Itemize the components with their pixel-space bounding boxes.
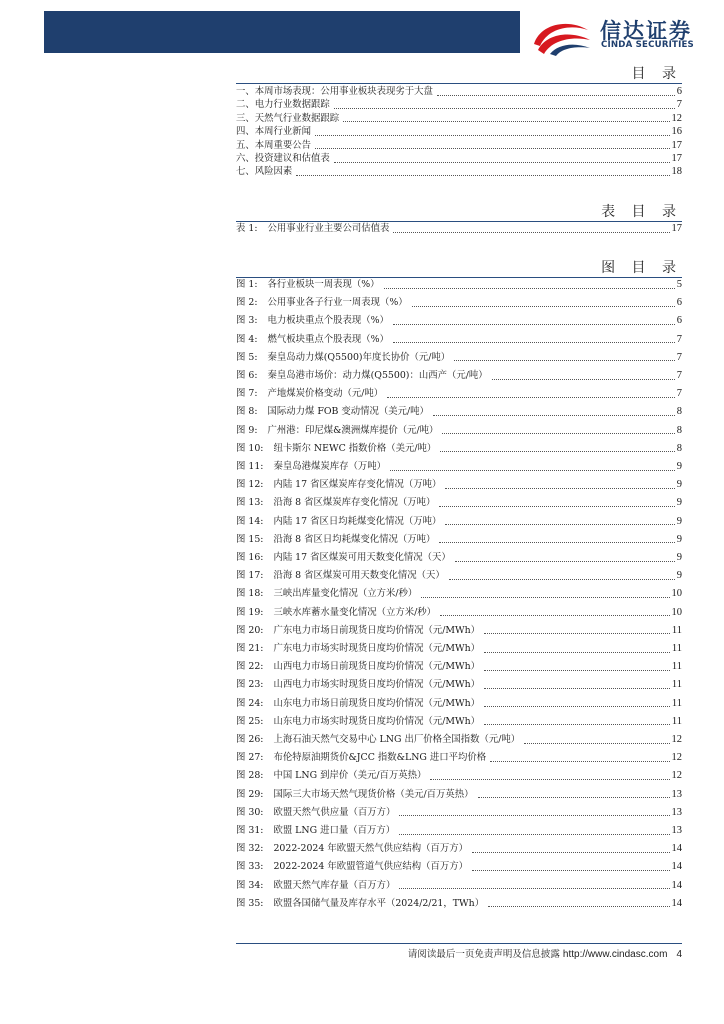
dot-leader [437, 95, 675, 96]
figure-number: 图 17: [236, 570, 264, 582]
figure-entry[interactable] [236, 622, 682, 640]
figure-page: 11 [671, 661, 682, 673]
figure-label: 公用事业各子行业一周表现（%） [267, 297, 408, 309]
figure-entry[interactable] [236, 585, 682, 603]
figure-number: 图 7: [236, 388, 258, 400]
dot-leader [449, 579, 675, 580]
figure-label: 山西电力市场日前现货日度均价情况（元/MWh） [273, 661, 481, 673]
figure-entry[interactable] [236, 458, 682, 476]
figure-entry[interactable] [236, 858, 682, 876]
figure-number: 图 34: [236, 879, 264, 891]
figure-label: 三峡出库量变化情况（立方米/秒） [273, 588, 418, 600]
dot-leader [393, 232, 669, 233]
figure-number: 图 32: [236, 843, 264, 855]
figure-number: 图 28: [236, 770, 264, 782]
figure-entry[interactable] [236, 294, 682, 312]
figure-label: 内陆 17 省区煤炭可用天数变化情况（天） [273, 552, 451, 563]
figure-label: 各行业板块一周表现（%） [267, 279, 380, 290]
figure-entry[interactable] [236, 331, 682, 349]
figure-label: 广东电力市场实时现货日度均价情况（元/MWh） [273, 643, 481, 654]
toc-label: 二、电力行业数据跟踪 [236, 99, 330, 111]
figure-entry[interactable] [236, 640, 682, 658]
figure-entry[interactable] [236, 567, 682, 585]
figure-entry[interactable] [236, 713, 682, 731]
figure-number: 图 27: [236, 752, 264, 764]
figure-page: 14 [671, 861, 682, 873]
dot-leader [412, 306, 675, 307]
dot-leader [433, 415, 675, 416]
figure-label: 国际动力煤 FOB 变动情况（美元/吨） [267, 406, 429, 418]
logo-chinese-name: 信达证券 [600, 19, 692, 43]
figure-entry[interactable] [236, 476, 682, 494]
figure-label: 广东电力市场日前现货日度均价情况（元/MWh） [273, 624, 481, 636]
figure-label: 中国 LNG 到岸价（美元/百万英热） [273, 770, 427, 782]
figure-entry[interactable] [236, 676, 682, 694]
figures-title: 图 目 录 [601, 260, 682, 276]
figure-number: 图 24: [236, 697, 264, 709]
figure-label: 燃气板块重点个股表现（%） [267, 333, 389, 345]
figure-label: 2022-2024 年欧盟管道气供应结构（百万方） [273, 861, 468, 873]
figure-page: 13 [671, 806, 682, 818]
figure-number: 图 29: [236, 788, 264, 800]
page-footer [408, 946, 682, 960]
header-bar [44, 11, 520, 53]
figure-number: 图 3: [236, 315, 258, 327]
dot-leader [472, 870, 670, 871]
figure-page: 11 [671, 715, 682, 727]
figure-label: 秦皇岛动力煤(Q5500)年度长协价（元/吨） [267, 351, 451, 363]
dot-leader [478, 797, 670, 798]
dot-leader [440, 615, 670, 616]
figure-number: 图 21: [236, 643, 264, 654]
dot-leader [334, 162, 670, 163]
dot-leader [399, 815, 669, 816]
figure-label: 秦皇岛港煤炭库存（万吨） [273, 461, 386, 472]
dot-leader [439, 542, 674, 543]
figure-page: 10 [671, 606, 682, 618]
figure-label: 布伦特原油期货价&JCC 指数&LNG 进口平均价格 [273, 752, 487, 764]
figure-page: 11 [671, 643, 682, 654]
figure-label: 山西电力市场实时现货日度均价情况（元/MWh） [273, 679, 481, 691]
toc-page: 17 [671, 153, 682, 164]
figure-number: 图 25: [236, 715, 264, 727]
dot-leader [399, 888, 669, 889]
dot-leader [440, 451, 674, 452]
figure-number: 图 2: [236, 297, 258, 309]
figure-label: 电力板块重点个股表现（%） [267, 315, 389, 327]
dot-leader [442, 433, 674, 434]
figure-page: 14 [671, 879, 682, 891]
figure-page: 5 [676, 279, 682, 290]
tables-title: 表 目 录 [601, 204, 682, 220]
toc-page: 16 [671, 126, 682, 138]
dot-leader [390, 470, 675, 471]
dot-leader [343, 121, 669, 122]
figure-label: 国际三大市场天然气现货价格（美元/百万英热） [273, 788, 474, 800]
figure-number: 图 4: [236, 333, 258, 345]
figure-page: 9 [676, 533, 682, 545]
figure-page: 8 [676, 442, 682, 454]
toc-label: 七、风险因素 [236, 166, 293, 178]
figure-entry[interactable] [236, 513, 682, 531]
figure-number: 图 6: [236, 370, 258, 381]
dot-leader [484, 670, 670, 671]
figure-entry[interactable] [236, 731, 682, 749]
figure-number: 图 10: [236, 442, 264, 454]
figure-number: 图 15: [236, 533, 264, 545]
figure-entry[interactable] [236, 494, 682, 512]
dot-leader [315, 135, 669, 136]
figure-label: 广州港：印尼煤&澳洲煤库提价（元/吨） [267, 424, 439, 436]
dot-leader [399, 834, 669, 835]
toc-page: 7 [676, 99, 682, 111]
toc-page: 18 [671, 166, 682, 178]
dot-leader [472, 852, 670, 853]
figure-number: 图 11: [236, 461, 264, 472]
figure-page: 12 [671, 734, 682, 745]
figure-page: 8 [676, 406, 682, 418]
figure-page: 7 [676, 351, 682, 363]
footer-disclaimer: 请阅读最后一页免责声明及信息披露 [407, 949, 560, 960]
figure-page: 9 [676, 497, 682, 509]
figure-entry[interactable] [236, 531, 682, 549]
table-page: 17 [671, 223, 682, 234]
figure-page: 7 [676, 370, 682, 381]
dot-leader [445, 488, 674, 489]
figure-number: 图 5: [236, 351, 258, 363]
figure-entry[interactable] [236, 276, 682, 294]
dot-leader [393, 324, 675, 325]
table-number: 表 1: [236, 223, 258, 234]
figure-entry[interactable] [236, 804, 682, 822]
figure-label: 欧盟天然气供应量（百万方） [273, 806, 396, 818]
dot-leader [484, 652, 670, 653]
dot-leader [445, 524, 674, 525]
figure-page: 11 [671, 697, 682, 709]
figure-entry[interactable] [236, 822, 682, 840]
dot-leader [484, 633, 670, 634]
figure-number: 图 31: [236, 825, 264, 836]
figure-entry[interactable] [236, 604, 682, 622]
dot-leader [421, 597, 669, 598]
toc-label: 一、本周市场表现：公用事业板块表现劣于大盘 [236, 86, 433, 97]
figure-entry[interactable] [236, 786, 682, 804]
figure-entry[interactable] [236, 658, 682, 676]
figure-number: 图 8: [236, 406, 258, 418]
figure-page: 8 [676, 424, 682, 436]
figure-number: 图 12: [236, 479, 264, 491]
figure-number: 图 22: [236, 661, 264, 673]
footer-url[interactable]: http://www.cindasc.com [562, 949, 668, 960]
dot-leader [334, 108, 675, 109]
dot-leader [455, 561, 675, 562]
dot-leader [430, 779, 669, 780]
figure-number: 图 35: [236, 897, 264, 909]
figure-page: 11 [671, 624, 682, 636]
figure-entry[interactable] [236, 749, 682, 767]
figure-page: 9 [676, 570, 682, 582]
dot-leader [524, 743, 669, 744]
figure-number: 图 9: [236, 424, 258, 436]
figure-page: 9 [676, 515, 682, 527]
figure-page: 11 [671, 679, 682, 691]
figure-page: 13 [671, 825, 682, 836]
figure-label: 沿海 8 省区煤炭库存变化情况（万吨） [273, 497, 436, 509]
table-label: 公用事业行业主要公司估值表 [267, 223, 390, 234]
footer-rule [236, 943, 682, 944]
table-entry[interactable] [236, 220, 682, 238]
toc-label: 三、天然气行业数据跟踪 [236, 112, 340, 124]
dot-leader [384, 288, 675, 289]
figure-page: 6 [676, 297, 682, 309]
figure-page: 6 [676, 315, 682, 327]
figure-entry[interactable] [236, 877, 682, 895]
figure-entry[interactable] [236, 549, 682, 567]
footer-page-number: 4 [676, 949, 682, 960]
figure-label: 欧盟天然气库存量（百万方） [273, 879, 396, 891]
figure-label: 内陆 17 省区日均耗煤变化情况（万吨） [273, 515, 442, 527]
figure-label: 2022-2024 年欧盟天然气供应结构（百万方） [273, 843, 468, 855]
figure-label: 纽卡斯尔 NEWC 指数价格（美元/吨） [273, 442, 437, 454]
figure-entry[interactable] [236, 367, 682, 385]
figure-page: 14 [671, 843, 682, 855]
figure-number: 图 26: [236, 734, 264, 745]
dot-leader [492, 379, 675, 380]
figure-number: 图 20: [236, 624, 264, 636]
figure-page: 7 [676, 333, 682, 345]
toc-page: 12 [671, 112, 682, 124]
figure-entry[interactable] [236, 403, 682, 421]
dot-leader [454, 360, 675, 361]
figure-page: 10 [671, 588, 682, 600]
figure-entry[interactable] [236, 440, 682, 458]
figure-label: 上海石油天然气交易中心 LNG 出厂价格全国指数（元/吨） [273, 734, 521, 745]
cinda-logo [530, 16, 710, 56]
cinda-logo-icon [530, 16, 594, 56]
figure-number: 图 14: [236, 515, 264, 527]
toc-page: 17 [671, 139, 682, 151]
figure-page: 9 [676, 461, 682, 472]
dot-leader [488, 906, 669, 907]
dot-leader [296, 175, 669, 176]
dot-leader [393, 342, 675, 343]
figure-number: 图 33: [236, 861, 264, 873]
figure-number: 图 1: [236, 279, 258, 290]
figure-page: 9 [676, 552, 682, 563]
figure-entry[interactable] [236, 695, 682, 713]
figure-number: 图 13: [236, 497, 264, 509]
figure-page: 9 [676, 479, 682, 491]
figure-entry[interactable] [236, 385, 682, 403]
toc-title: 目 录 [631, 66, 682, 82]
figure-label: 内陆 17 省区煤炭库存变化情况（万吨） [273, 479, 442, 491]
figure-label: 秦皇岛港市场价：动力煤(Q5500)：山西产（元/吨） [267, 370, 488, 381]
dot-leader [439, 506, 674, 507]
toc-label: 六、投资建议和估值表 [236, 153, 330, 164]
figure-page: 7 [676, 388, 682, 400]
toc-label: 四、本周行业新闻 [236, 126, 312, 138]
figure-page: 14 [671, 897, 682, 909]
logo-english-name: CINDA SECURITIES [601, 40, 694, 50]
figure-number: 图 18: [236, 588, 264, 600]
dot-leader [490, 761, 669, 762]
dot-leader [484, 706, 670, 707]
figure-entry[interactable] [236, 312, 682, 330]
toc-entry[interactable] [236, 163, 682, 181]
figure-number: 图 23: [236, 679, 264, 691]
figure-number: 图 19: [236, 606, 264, 618]
figure-label: 欧盟 LNG 进口量（百万方） [273, 825, 396, 836]
figure-entry[interactable] [236, 349, 682, 367]
figure-page: 13 [671, 788, 682, 800]
figure-number: 图 16: [236, 552, 264, 563]
figure-entry[interactable] [236, 767, 682, 785]
figure-entry[interactable] [236, 422, 682, 440]
dot-leader [315, 148, 669, 149]
figure-number: 图 30: [236, 806, 264, 818]
figure-label: 山东电力市场日前现货日度均价情况（元/MWh） [273, 697, 481, 709]
dot-leader [484, 724, 670, 725]
figure-label: 山东电力市场实时现货日度均价情况（元/MWh） [273, 715, 481, 727]
figure-entry[interactable] [236, 895, 682, 913]
figure-label: 沿海 8 省区煤炭可用天数变化情况（天） [273, 570, 445, 582]
dot-leader [387, 397, 675, 398]
figure-label: 欧盟各国储气量及库存水平（2024/2/21，TWh） [273, 897, 485, 909]
dot-leader [484, 688, 670, 689]
figure-entry[interactable] [236, 840, 682, 858]
figure-page: 12 [671, 770, 682, 782]
figure-page: 12 [671, 752, 682, 764]
figure-label: 产地煤炭价格变动（元/吨） [267, 388, 384, 400]
figure-label: 沿海 8 省区日均耗煤变化情况（万吨） [273, 533, 436, 545]
toc-label: 五、本周重要公告 [236, 139, 312, 151]
figure-label: 三峡水库蓄水量变化情况（立方米/秒） [273, 606, 436, 618]
toc-page: 6 [676, 86, 682, 97]
